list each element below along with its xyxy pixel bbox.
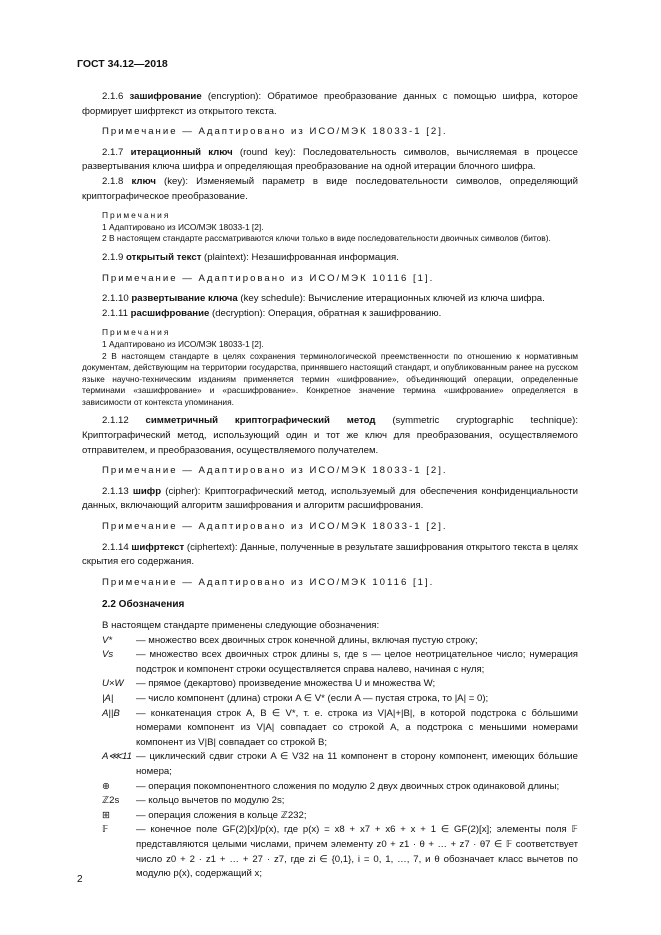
notation-item <box>102 809 578 824</box>
notation-description: — множество всех двоичных строк конечной длины, включая пустую строку; <box>136 634 478 646</box>
term-name: развертывание ключа <box>131 293 238 305</box>
term-number: 2.1.13 <box>102 485 133 497</box>
notation-symbol: Vs <box>102 649 114 661</box>
term-number: 2.1.8 <box>102 175 132 187</box>
term-definition: (ciphertext): Данные, полученные в результате зашифрования открытого текста в целях скрытия его содержания. <box>82 541 578 568</box>
note: Примечание — Адаптировано из ИСО/МЭК 10116 [1]. <box>102 272 435 284</box>
notes-heading: Примечания <box>102 210 171 221</box>
term-2-1-7 <box>82 146 578 175</box>
notation-item <box>102 823 578 881</box>
term-number: 2.1.6 <box>102 91 130 102</box>
term-2-1-12 <box>82 414 578 458</box>
term-2-1-9 <box>82 251 578 266</box>
notation-item <box>102 794 578 809</box>
xor-symbol: ⊕ <box>102 780 111 792</box>
notation-item <box>102 750 578 779</box>
notation-symbol: A||B <box>102 707 120 719</box>
note-item: 2 В настоящем стандарте в целях сохранения терминологической преемственности по отношению к нормативным документам, действующим на территории государства, принявшего настоящий стандарт, и опубликованным ранее на русском языке научно-техническим изданиям применяется термин «шифрование», объединяющий операции, определенные терминами «зашифрование» и «расшифрование». Конкретное значение термина «шифрование» определяется в зависимости от контекста упоминания. <box>82 350 578 407</box>
notation-description: — конкатенация строк A, B ∈ V*, т. е. строка из V|A|+|B|, в которой подстрока с бóльшими номерами компонент из V|A| совпадает со строкой A, а подстрока с меньшими номерами компонент из V|B| совпадает со строкой B; <box>136 707 578 748</box>
notation-description: — число компонент (длина) строки A ∈ V* (если A — пустая строка, то |A| = 0); <box>136 692 489 704</box>
notation-symbol: U×W <box>102 678 124 690</box>
term-name: открытый текст <box>126 251 202 263</box>
term-2-1-11 <box>82 307 578 322</box>
term-number: 2.1.7 <box>102 146 131 158</box>
document-body <box>82 90 578 882</box>
note: Примечание — Адаптировано из ИСО/МЭК 18033-1 [2]. <box>102 521 448 533</box>
notation-symbol: A⋘11 <box>102 751 133 763</box>
notation-description: — операция сложения в кольце ℤ232; <box>136 809 307 821</box>
ring-symbol: ℤ2s <box>102 795 120 807</box>
term-number: 2.1.12 <box>102 415 146 427</box>
term-name: шифртекст <box>131 541 185 553</box>
term-definition: (round key): Последовательность символов, вычисляемая в процессе развертывания ключа шифра и определяющая преобразование на одной итерации блочного шифра. <box>82 146 578 173</box>
term-definition: (cipher): Криптографический метод, используемый для обеспечения конфиденциальности данных, включающий алгоритм зашифрования и алгоритм расшифрования. <box>82 485 578 512</box>
term-number: 2.1.10 <box>102 293 132 305</box>
note-item: 2 В настоящем стандарте рассматриваются ключи только в виде последовательности двоичных символов (битов). <box>102 233 551 244</box>
term-2-1-6 <box>82 90 578 119</box>
term-name: симметричный криптографический метод <box>145 415 376 427</box>
notation-item <box>102 707 578 751</box>
term-name: ключ <box>131 175 156 187</box>
field-symbol: 𝔽 <box>102 824 109 836</box>
note: Примечание — Адаптировано из ИСО/МЭК 18033-1 [2]. <box>102 465 448 477</box>
notation-item <box>102 780 578 795</box>
term-name: зашифрование <box>129 91 202 102</box>
page-number: 2 <box>77 874 83 885</box>
term-definition: (key schedule): Вычисление итерационных ключей из ключа шифра. <box>237 293 545 305</box>
notes-heading: Примечания <box>102 327 171 338</box>
term-2-1-10 <box>82 292 578 307</box>
notation-list <box>102 634 578 882</box>
notation-symbol: |A| <box>102 692 114 704</box>
notation-symbol: V* <box>102 634 113 646</box>
term-name: расшифрование <box>130 307 210 319</box>
term-2-1-13 <box>82 485 578 514</box>
term-name: шифр <box>132 485 162 497</box>
note: Примечание — Адаптировано из ИСО/МЭК 10116 [1]. <box>102 576 435 588</box>
term-number: 2.1.14 <box>102 541 132 553</box>
term-definition: (encryption): Обратимое преобразование данных с помощью шифра, которое формирует шифртекст из открытого текста. <box>82 91 578 117</box>
notation-description: — конечное поле GF(2)[x]/p(x), где p(x) = x8 + x7 + x6 + x + 1 ∈ GF(2)[x]; элементы поля 𝔽 представляются целыми числами, причем элементу z0 + z1 · θ + … + z7 · θ7 ∈ 𝔽 соответствует число z0 + 2 · z1 + … + 27 · z7, где zi ∈ {0,1}, i = 0, 1, …, 7, и θ обозначает класс вычетов по модулю p(x), содержащий x; <box>136 824 578 880</box>
boxplus-symbol: ⊞ <box>102 809 111 821</box>
term-definition: (decryption): Операция, обратная к зашифрованию. <box>209 307 442 319</box>
term-number: 2.1.9 <box>102 251 127 263</box>
notation-description: — операция покомпонентного сложения по модулю 2 двух двоичных строк одинаковой длины; <box>136 780 560 792</box>
term-name: итерационный ключ <box>130 146 233 158</box>
notation-item <box>102 648 578 677</box>
notation-item <box>102 692 578 707</box>
doc-header: ГОСТ 34.12—2018 <box>77 58 168 70</box>
notation-description: — множество всех двоичных строк длины s, где s — целое неотрицательное число; нумерация подстрок и компонент строки осуществляется справа налево, начиная с нуля; <box>136 649 578 675</box>
note: Примечание — Адаптировано из ИСО/МЭК 18033-1 [2]. <box>102 126 448 138</box>
term-2-1-14 <box>82 541 578 570</box>
term-number: 2.1.11 <box>102 307 131 319</box>
section-intro: В настоящем стандарте применены следующие обозначения: <box>102 620 380 631</box>
notation-item <box>102 677 578 692</box>
term-definition: (key): Изменяемый параметр в виде последовательности символов, определяющий криптографическое преобразование. <box>82 175 578 202</box>
notation-item <box>102 634 578 649</box>
notation-description: — циклический сдвиг строки A ∈ V32 на 11 компонент в сторону компонент, имеющих бóльшие номера; <box>136 751 578 777</box>
note-item: 1 Адаптировано из ИСО/МЭК 18033-1 [2]. <box>102 338 264 349</box>
term-definition: (plaintext): Незашифрованная информация. <box>201 251 399 263</box>
term-definition: (symmetric cryptographic technique): Криптографический метод, использующий один и тот же ключ для преобразования, осуществляемого отправителем, и преобразования, осуществляемого получателем. <box>82 415 579 456</box>
term-2-1-8 <box>82 175 578 204</box>
notation-description: — прямое (декартово) произведение множества U и множества W; <box>136 678 436 690</box>
note-item: 1 Адаптировано из ИСО/МЭК 18033-1 [2]. <box>102 221 264 232</box>
notation-description: — кольцо вычетов по модулю 2s; <box>136 795 285 807</box>
section-heading: 2.2 Обозначения <box>102 599 185 611</box>
